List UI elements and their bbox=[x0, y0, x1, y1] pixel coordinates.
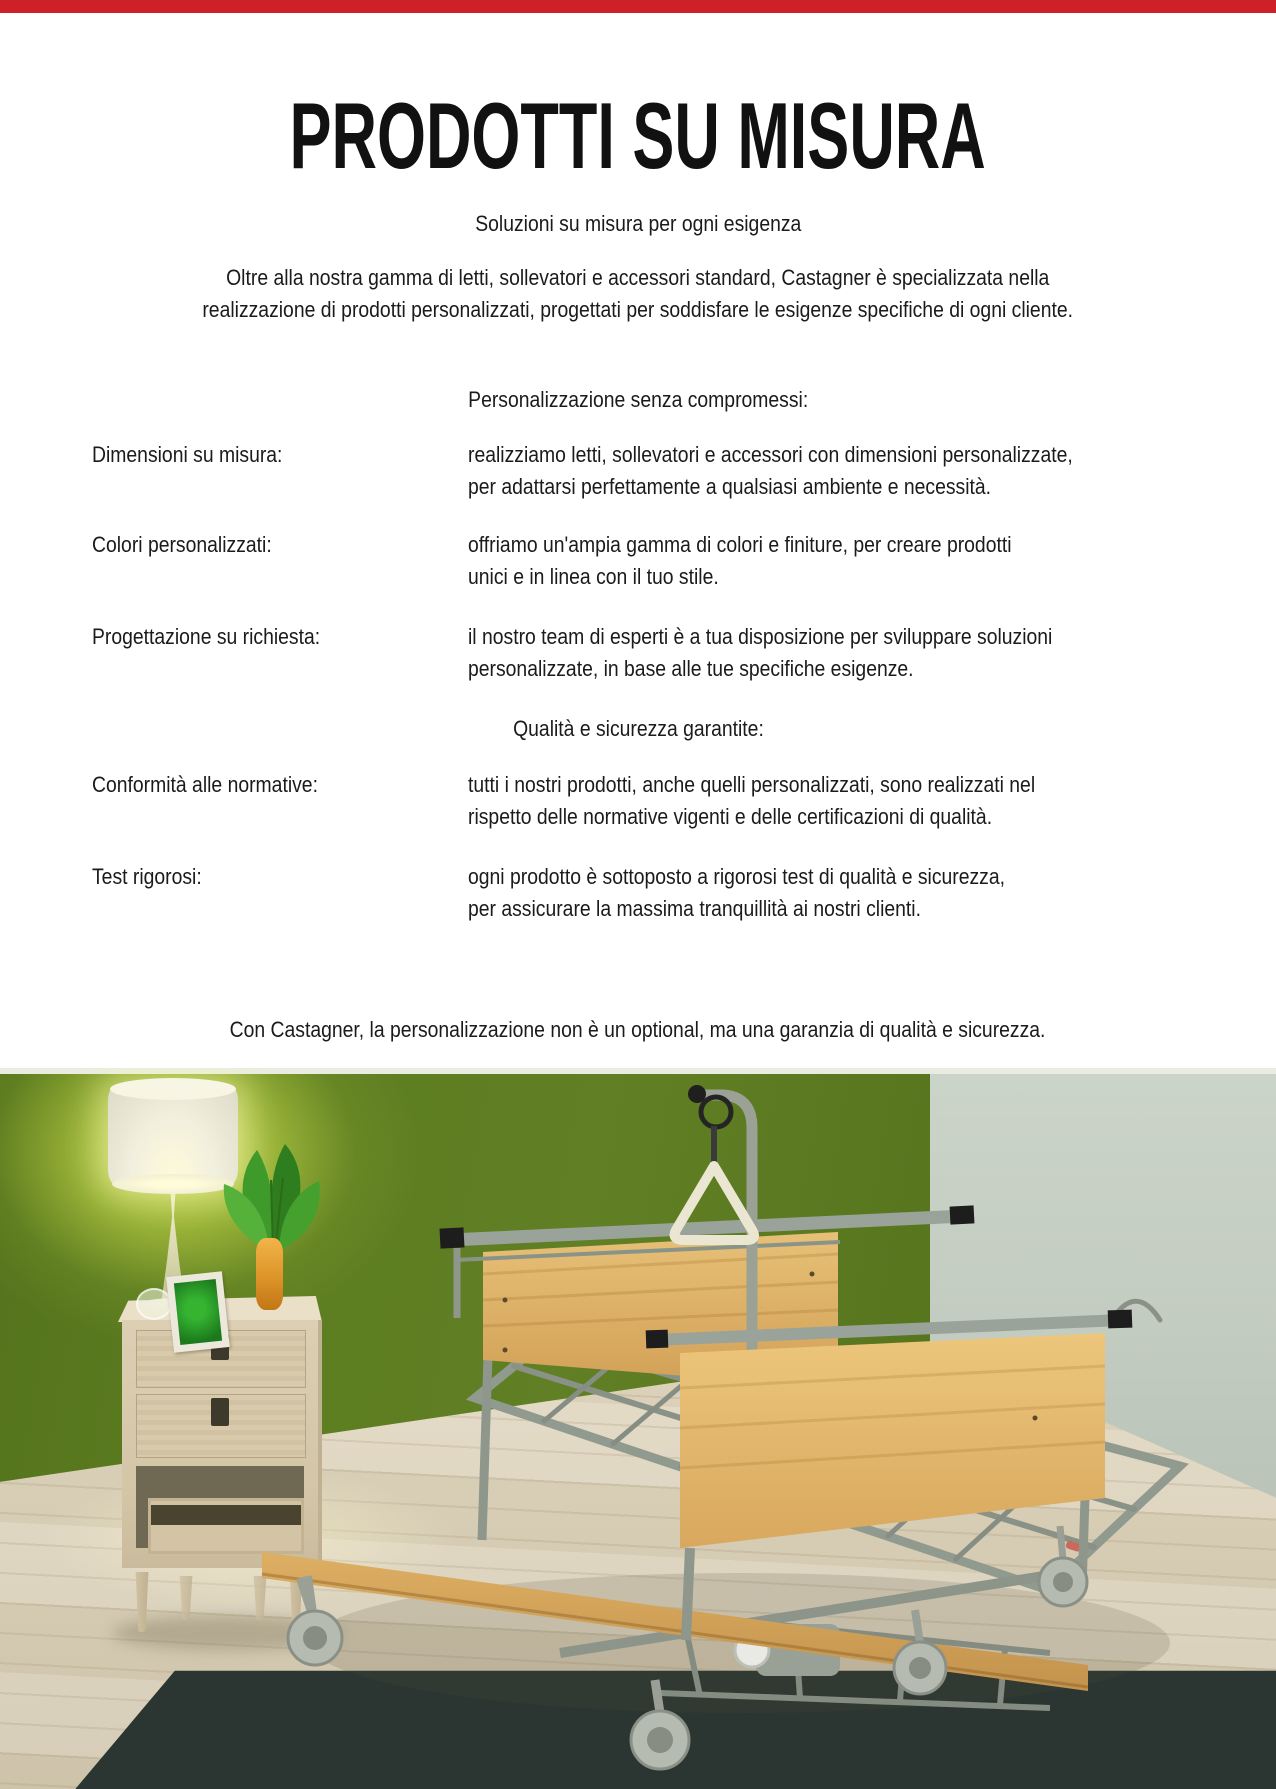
product-photo-hospital-bed-room bbox=[0, 1068, 1276, 1789]
rail-end-cap bbox=[439, 1227, 464, 1248]
feature-label: Conformità alle normative: bbox=[92, 772, 318, 797]
page-subtitle: Soluzioni su misura per ogni esigenza bbox=[474, 211, 802, 236]
feature-text: il nostro team di esperti è a tua disposizione per sviluppare soluzioni personalizzate, in base alle tue specifiche esigenze. bbox=[468, 624, 1053, 681]
trapeze-ring bbox=[701, 1097, 731, 1127]
intro-line-1: Oltre alla nostra gamma di letti, sollevatori e accessori standard, Castagner è specializzata nella bbox=[226, 265, 1050, 290]
section-heading-personalizzazione: Personalizzazione senza compromessi: bbox=[467, 387, 809, 412]
rail-end-cap bbox=[646, 1330, 669, 1349]
page-title bbox=[0, 83, 1276, 188]
section-heading-qualita: Qualità e sicurezza garantite: bbox=[512, 716, 764, 741]
top-accent-bar bbox=[0, 0, 1276, 13]
intro-line-2: realizzazione di prodotti personalizzati, progettati per soddisfare le esigenze specifiche di ogni cliente. bbox=[202, 297, 1074, 322]
page-title-text: PRODOTTI SU MISURA bbox=[289, 83, 987, 188]
feature-text: realizziamo letti, sollevatori e accessori con dimensioni personalizzate, per adattarsi perfettamente a qualsiasi ambiente e necessità. bbox=[468, 442, 1073, 499]
feature-label: Colori personalizzati: bbox=[92, 532, 272, 557]
hospital-bed bbox=[0, 1068, 1276, 1789]
closing-statement: Con Castagner, la personalizzazione non è un optional, ma una garanzia di qualità e sicurezza. bbox=[230, 1017, 1046, 1042]
intro-paragraph bbox=[0, 262, 1276, 326]
rail-end-cap bbox=[1108, 1310, 1133, 1329]
feature-text: ogni prodotto è sottoposto a rigorosi test di qualità e sicurezza, per assicurare la massima tranquillità ai nostri clienti. bbox=[468, 864, 1006, 921]
feature-text: tutti i nostri prodotti, anche quelli personalizzati, sono realizzati nel rispetto delle normative vigenti e delle certificazioni di qualità. bbox=[468, 772, 1036, 829]
feature-text: offriamo un'ampia gamma di colori e finiture, per creare prodotti unici e in linea con il tuo stile. bbox=[468, 532, 1012, 589]
rail-end-cap bbox=[950, 1205, 975, 1224]
feature-label: Dimensioni su misura: bbox=[92, 442, 283, 467]
caster-wheel bbox=[288, 1576, 342, 1665]
feature-label: Test rigorosi: bbox=[92, 864, 202, 889]
feature-label: Progettazione su richiesta: bbox=[92, 624, 321, 649]
